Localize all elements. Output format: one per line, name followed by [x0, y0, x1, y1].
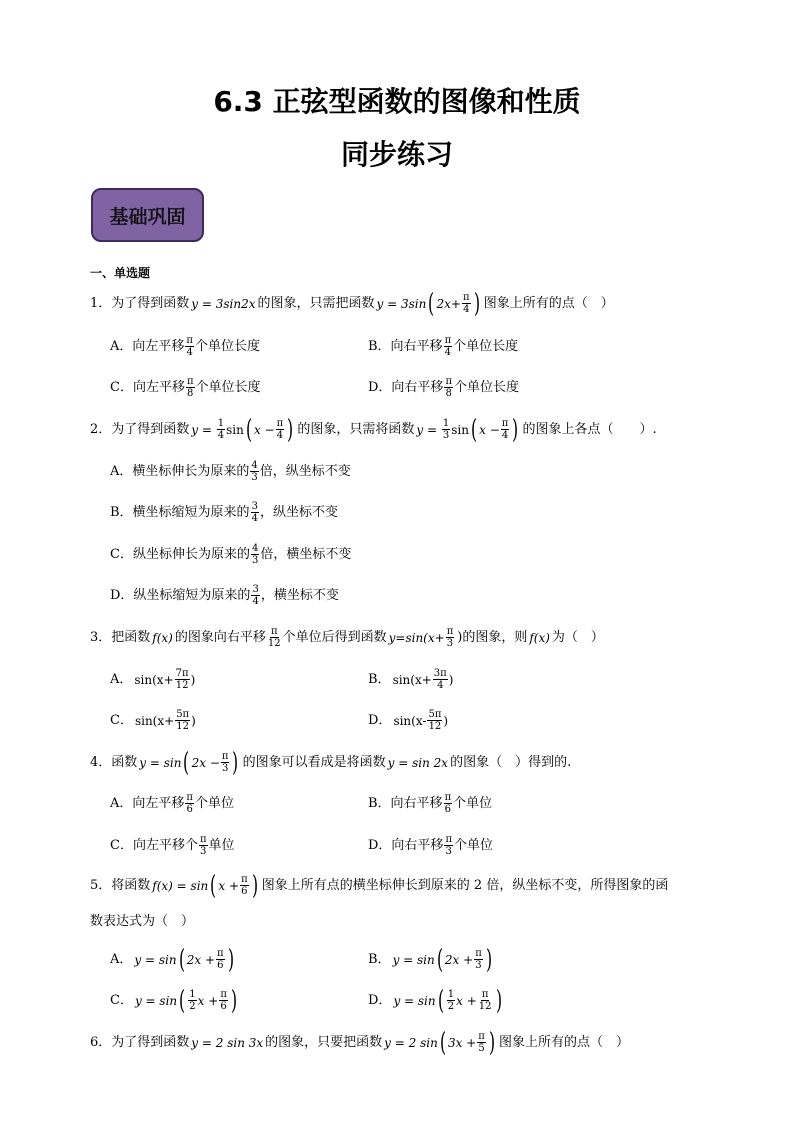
q2-option-c[interactable]: C．纵坐标伸长为原来的 $\frac{4}{3}$ 倍，横坐标不变 — [110, 543, 352, 566]
q4-option-c[interactable]: C．向左平移个 $\frac{\pi}{3}$ 单位 — [110, 834, 235, 857]
q4-option-a[interactable]: A．向左平移 $\frac{\pi}{6}$ 个单位 — [110, 792, 234, 815]
q5-option-d[interactable]: D． y = sin ( $\frac{1}{2}$ x + $\frac{\pi}{12}$ ) — [368, 985, 502, 1016]
q3-option-c[interactable]: C． sin(x+ $\frac{5\pi}{12}$ ) — [110, 709, 196, 732]
q1-option-d[interactable]: D．向右平移 $\frac{\pi}{8}$ 个单位长度 — [368, 376, 520, 399]
question-5: 5．将函数 f(x) = sin ( x + $\frac{\pi}{6}$ ) 图象上所有点的横坐标伸长到原来的 2 倍，纵坐标不变，所得图象的函 — [90, 870, 669, 901]
q4-option-b[interactable]: B．向右平移 $\frac{\pi}{6}$ 个单位 — [368, 792, 493, 815]
q2-option-a[interactable]: A．横坐标伸长为原来的 $\frac{4}{3}$ 倍，纵坐标不变 — [110, 460, 351, 483]
q1-text-mid: 的图象，只需把函数 — [257, 295, 375, 311]
q1-text: 1．为了得到函数 — [90, 295, 190, 311]
q4-option-d[interactable]: D．向右平移 $\frac{\pi}{3}$ 个单位 — [368, 834, 494, 857]
section-heading: 一、单选题 — [90, 266, 151, 280]
question-1 — [90, 288, 614, 319]
q5-option-c[interactable]: C． y = sin ( $\frac{1}{2}$ x + $\frac{\pi}{6}$ ) — [110, 985, 238, 1016]
q1-option-a[interactable]: A．向左平移 $\frac{\pi}{4}$ 个单位长度 — [110, 335, 260, 358]
q5-option-b[interactable]: B． y = sin ( 2x + $\frac{\pi}{3}$ ) — [368, 944, 492, 975]
q3-option-d[interactable]: D． sin(x- $\frac{5\pi}{12}$ ) — [368, 709, 449, 732]
q3-option-b[interactable]: B． sin(x+ $\frac{3\pi}{4}$ ) — [368, 668, 454, 691]
question-3: 3．把函数 f(x) 的图象向右平移 $\frac{\pi}{12}$ 个单位后得到函数 y=sin(x+ $\frac{\pi}{3}$ )的图象，则 f(x) 为（ ） — [90, 626, 604, 649]
q1-option-c[interactable]: C．向左平移 $\frac{\pi}{8}$ 个单位长度 — [110, 376, 261, 399]
question-5-cont: 数表达式为（ ） — [90, 914, 195, 929]
q5-option-a[interactable]: A． y = sin ( 2x + $\frac{\pi}{6}$ ) — [110, 944, 234, 975]
q3-option-a[interactable]: A． sin(x+ $\frac{7\pi}{12}$ ) — [110, 668, 196, 691]
q2-option-b[interactable]: B．横坐标缩短为原来的 $\frac{3}{4}$ ，纵坐标不变 — [110, 501, 338, 524]
q1-formula-1: y = 3sin2x — [191, 296, 256, 311]
q1-option-b[interactable]: B．向右平移 $\frac{\pi}{4}$ 个单位长度 — [368, 335, 519, 358]
question-6: 6．为了得到函数 y = 2 sin 3x 的图象，只要把函数 y = 2 sin ( 3x + $\frac{\pi}{5}$ ) 图象上所有的点（ ） — [90, 1027, 629, 1058]
page-subtitle: 同步练习 — [340, 138, 453, 171]
question-2: 2．为了得到函数 y = $\frac{1}{4}$ sin ( x − $\frac{\pi}{4}$ ) 的图象，只需将函数 y = $\frac{1}{3}$ sin ( x − $\frac{\pi}{4}$ ) 的图象上各点（ ）. — [90, 414, 657, 445]
page-title: 6.3 正弦型函数的图像和性质 — [213, 85, 581, 118]
q2-option-d[interactable]: D．纵坐标缩短为原来的 $\frac{3}{4}$ ，横坐标不变 — [110, 584, 339, 607]
q1-formula-2: y = 3sin ( 2x+ $\frac{\pi}{4}$ ) — [376, 288, 480, 319]
section-badge: 基础巩固 — [91, 188, 204, 242]
q2-formula-1: y = $\frac{1}{4}$ sin ( x − $\frac{\pi}{4}$ ) — [191, 414, 294, 445]
q1-text-end: 图象上所有的点（ ） — [483, 295, 614, 311]
question-4: 4．函数 y = sin ( 2x − $\frac{\pi}{3}$ ) 的图象可以看成是将函数 y = sin 2x 的图象（ ）得到的. — [90, 747, 572, 778]
q2-formula-2: y = $\frac{1}{3}$ sin ( x − $\frac{\pi}{4}$ ) — [416, 414, 519, 445]
